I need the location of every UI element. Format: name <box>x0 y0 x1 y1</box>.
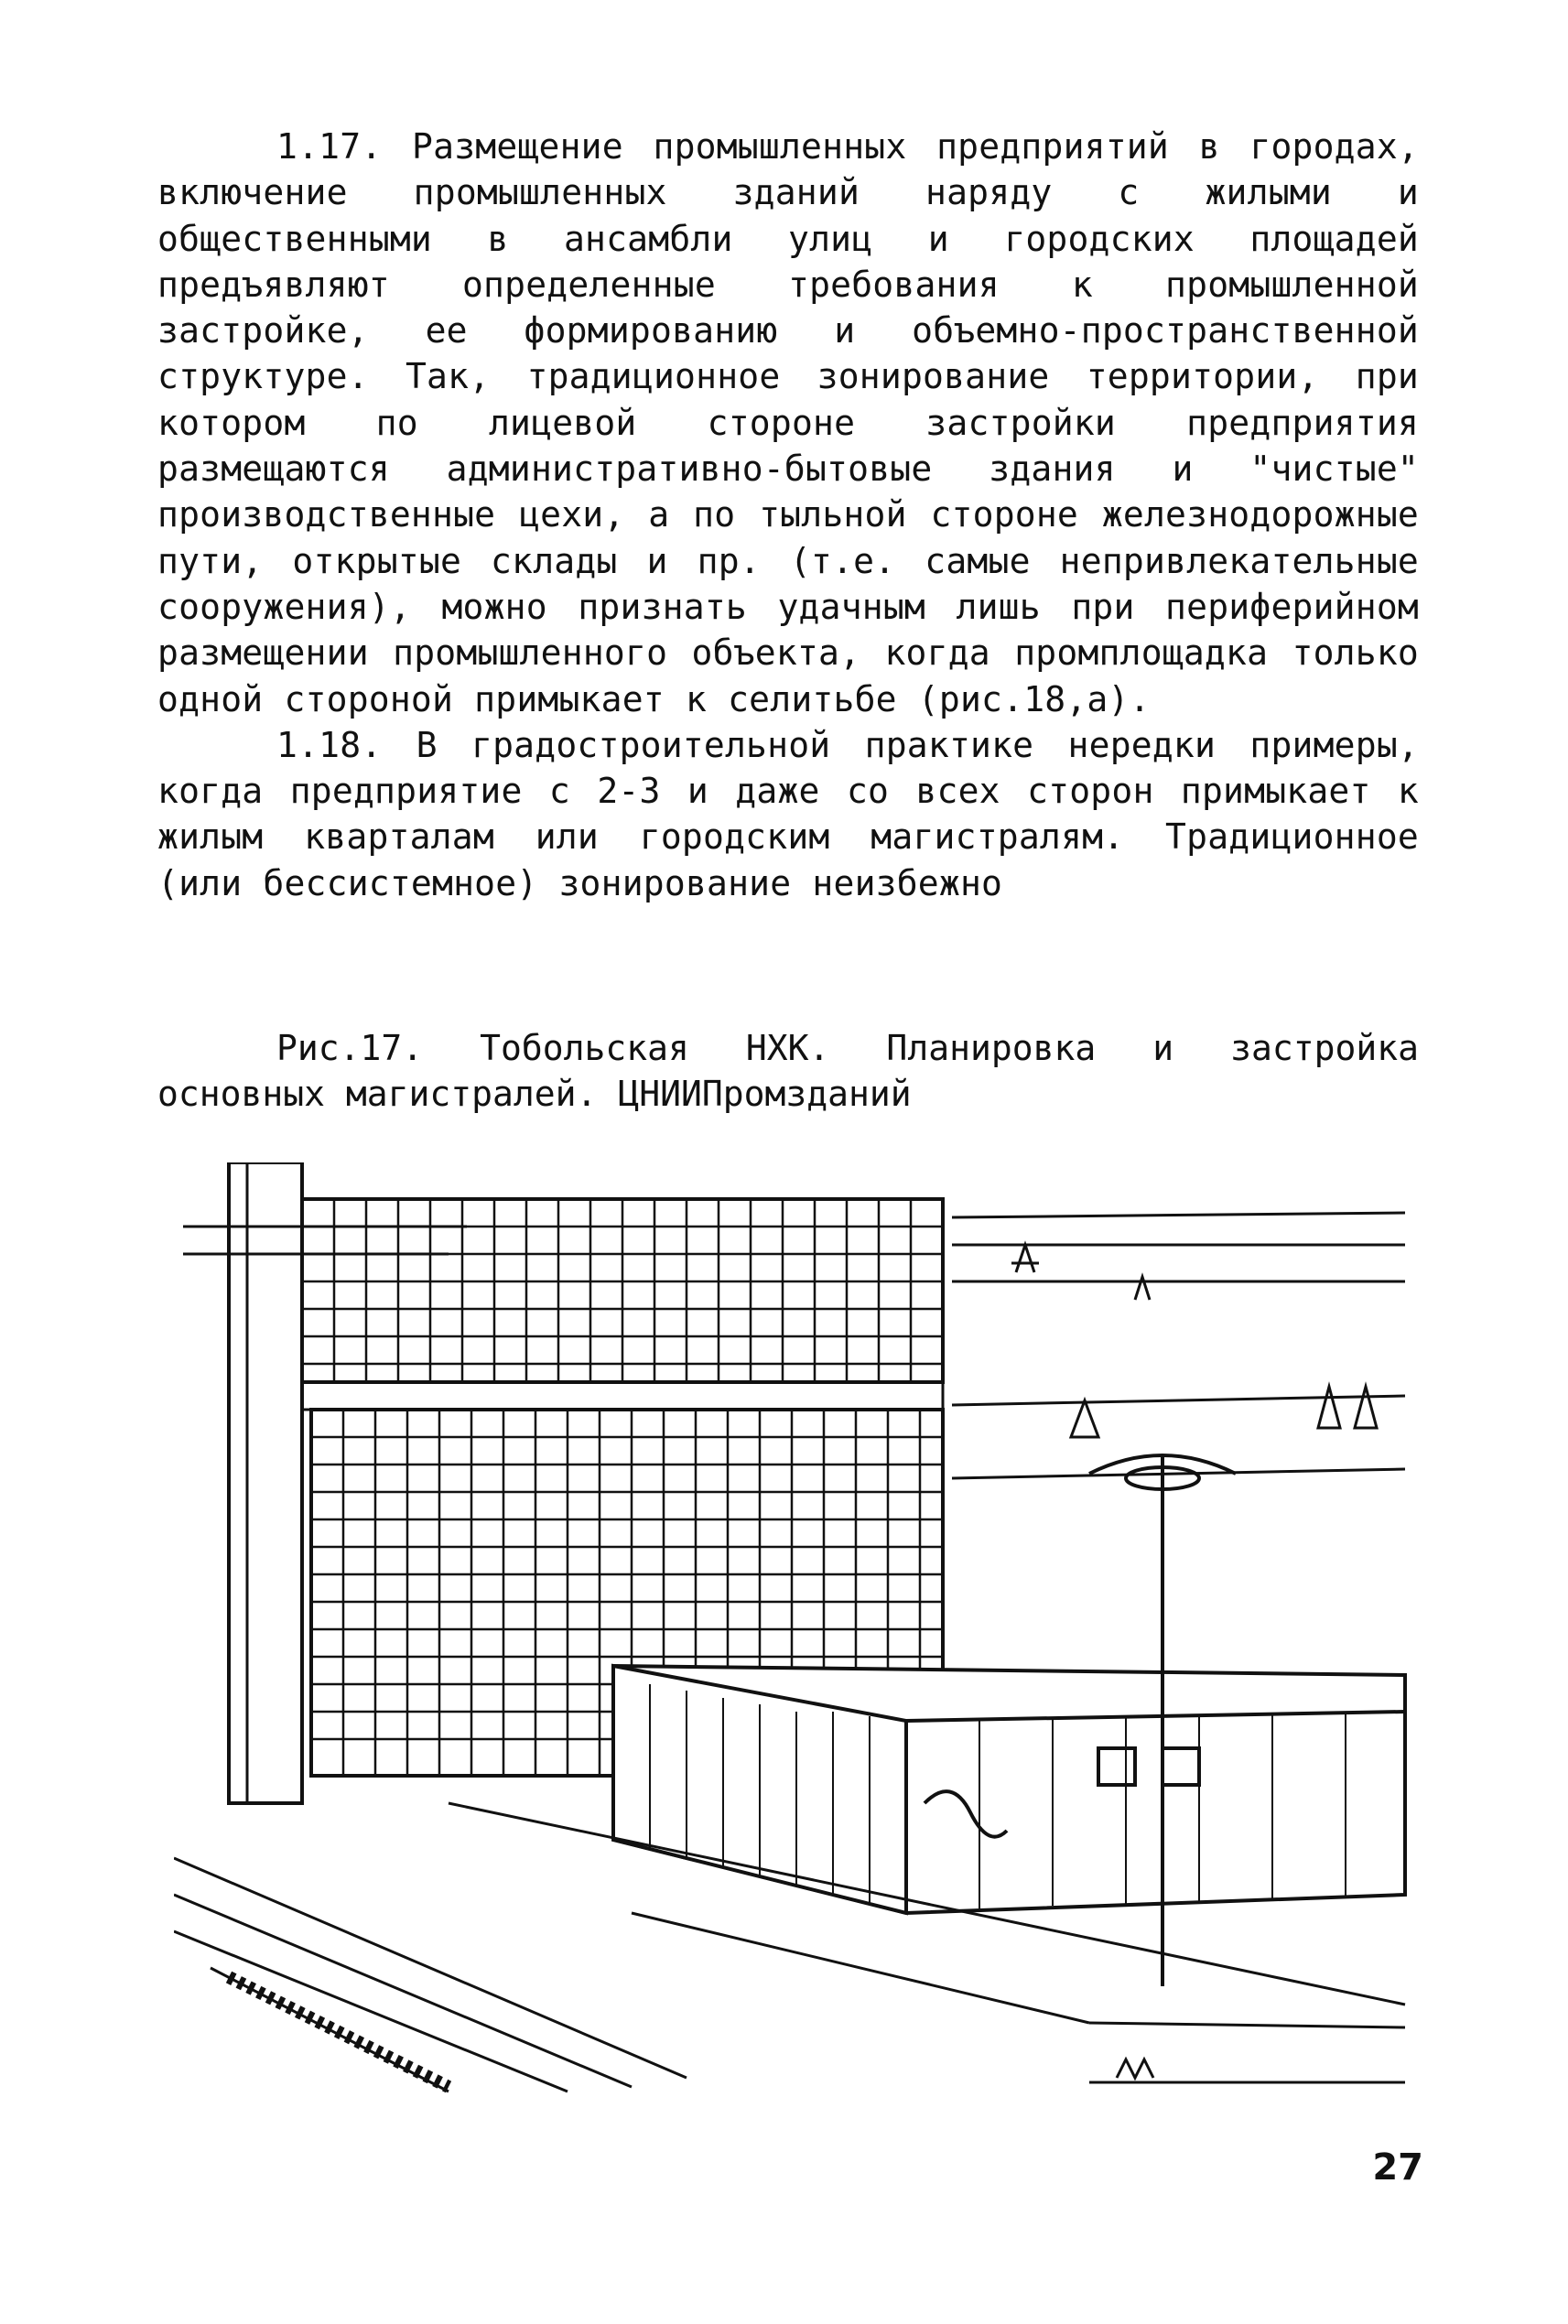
building-drawing <box>174 1162 1419 2096</box>
paragraph-1-17: 1.17. Размещение промышленных предприятий в городах, включение промышленных зданий наряду с жилыми и общественными в ансамбли улиц и городских площадей предъявляют определенные требования к промышленной застройке, ее формированию и объемно-пространственной структуре. Так, традиционное зонирование территории, при котором по лицевой стороне застройки предприятия размещаются административно-бытовые здания и "чистые" производственные цехи, а по тыльной стороне железнодорожные пути, открытые склады и пр. (т.е. самые непривлекательные сооружения), можно признать удачным лишь при периферийном размещении промышленного объекта, когда промплощадка только одной стороной примыкает к селитьбе (рис.18,а). <box>157 126 1419 719</box>
figure-caption: Рис.17. Тобольская НХК. Планировка и застройка основных магистралей. ЦНИИПромзданий <box>157 1028 1419 1114</box>
page-number: 27 <box>1372 2146 1423 2189</box>
paragraph-1-18: 1.18. В градостроительной практике нередки примеры, когда предприятие с 2-3 и даже со всех сторон примыкает к жилым кварталам или городским магистралям. Традиционное (или бессистемное) зонирование неизбежно <box>157 724 1419 903</box>
architectural-illustration <box>174 1162 1419 2096</box>
body-text <box>157 124 1419 906</box>
